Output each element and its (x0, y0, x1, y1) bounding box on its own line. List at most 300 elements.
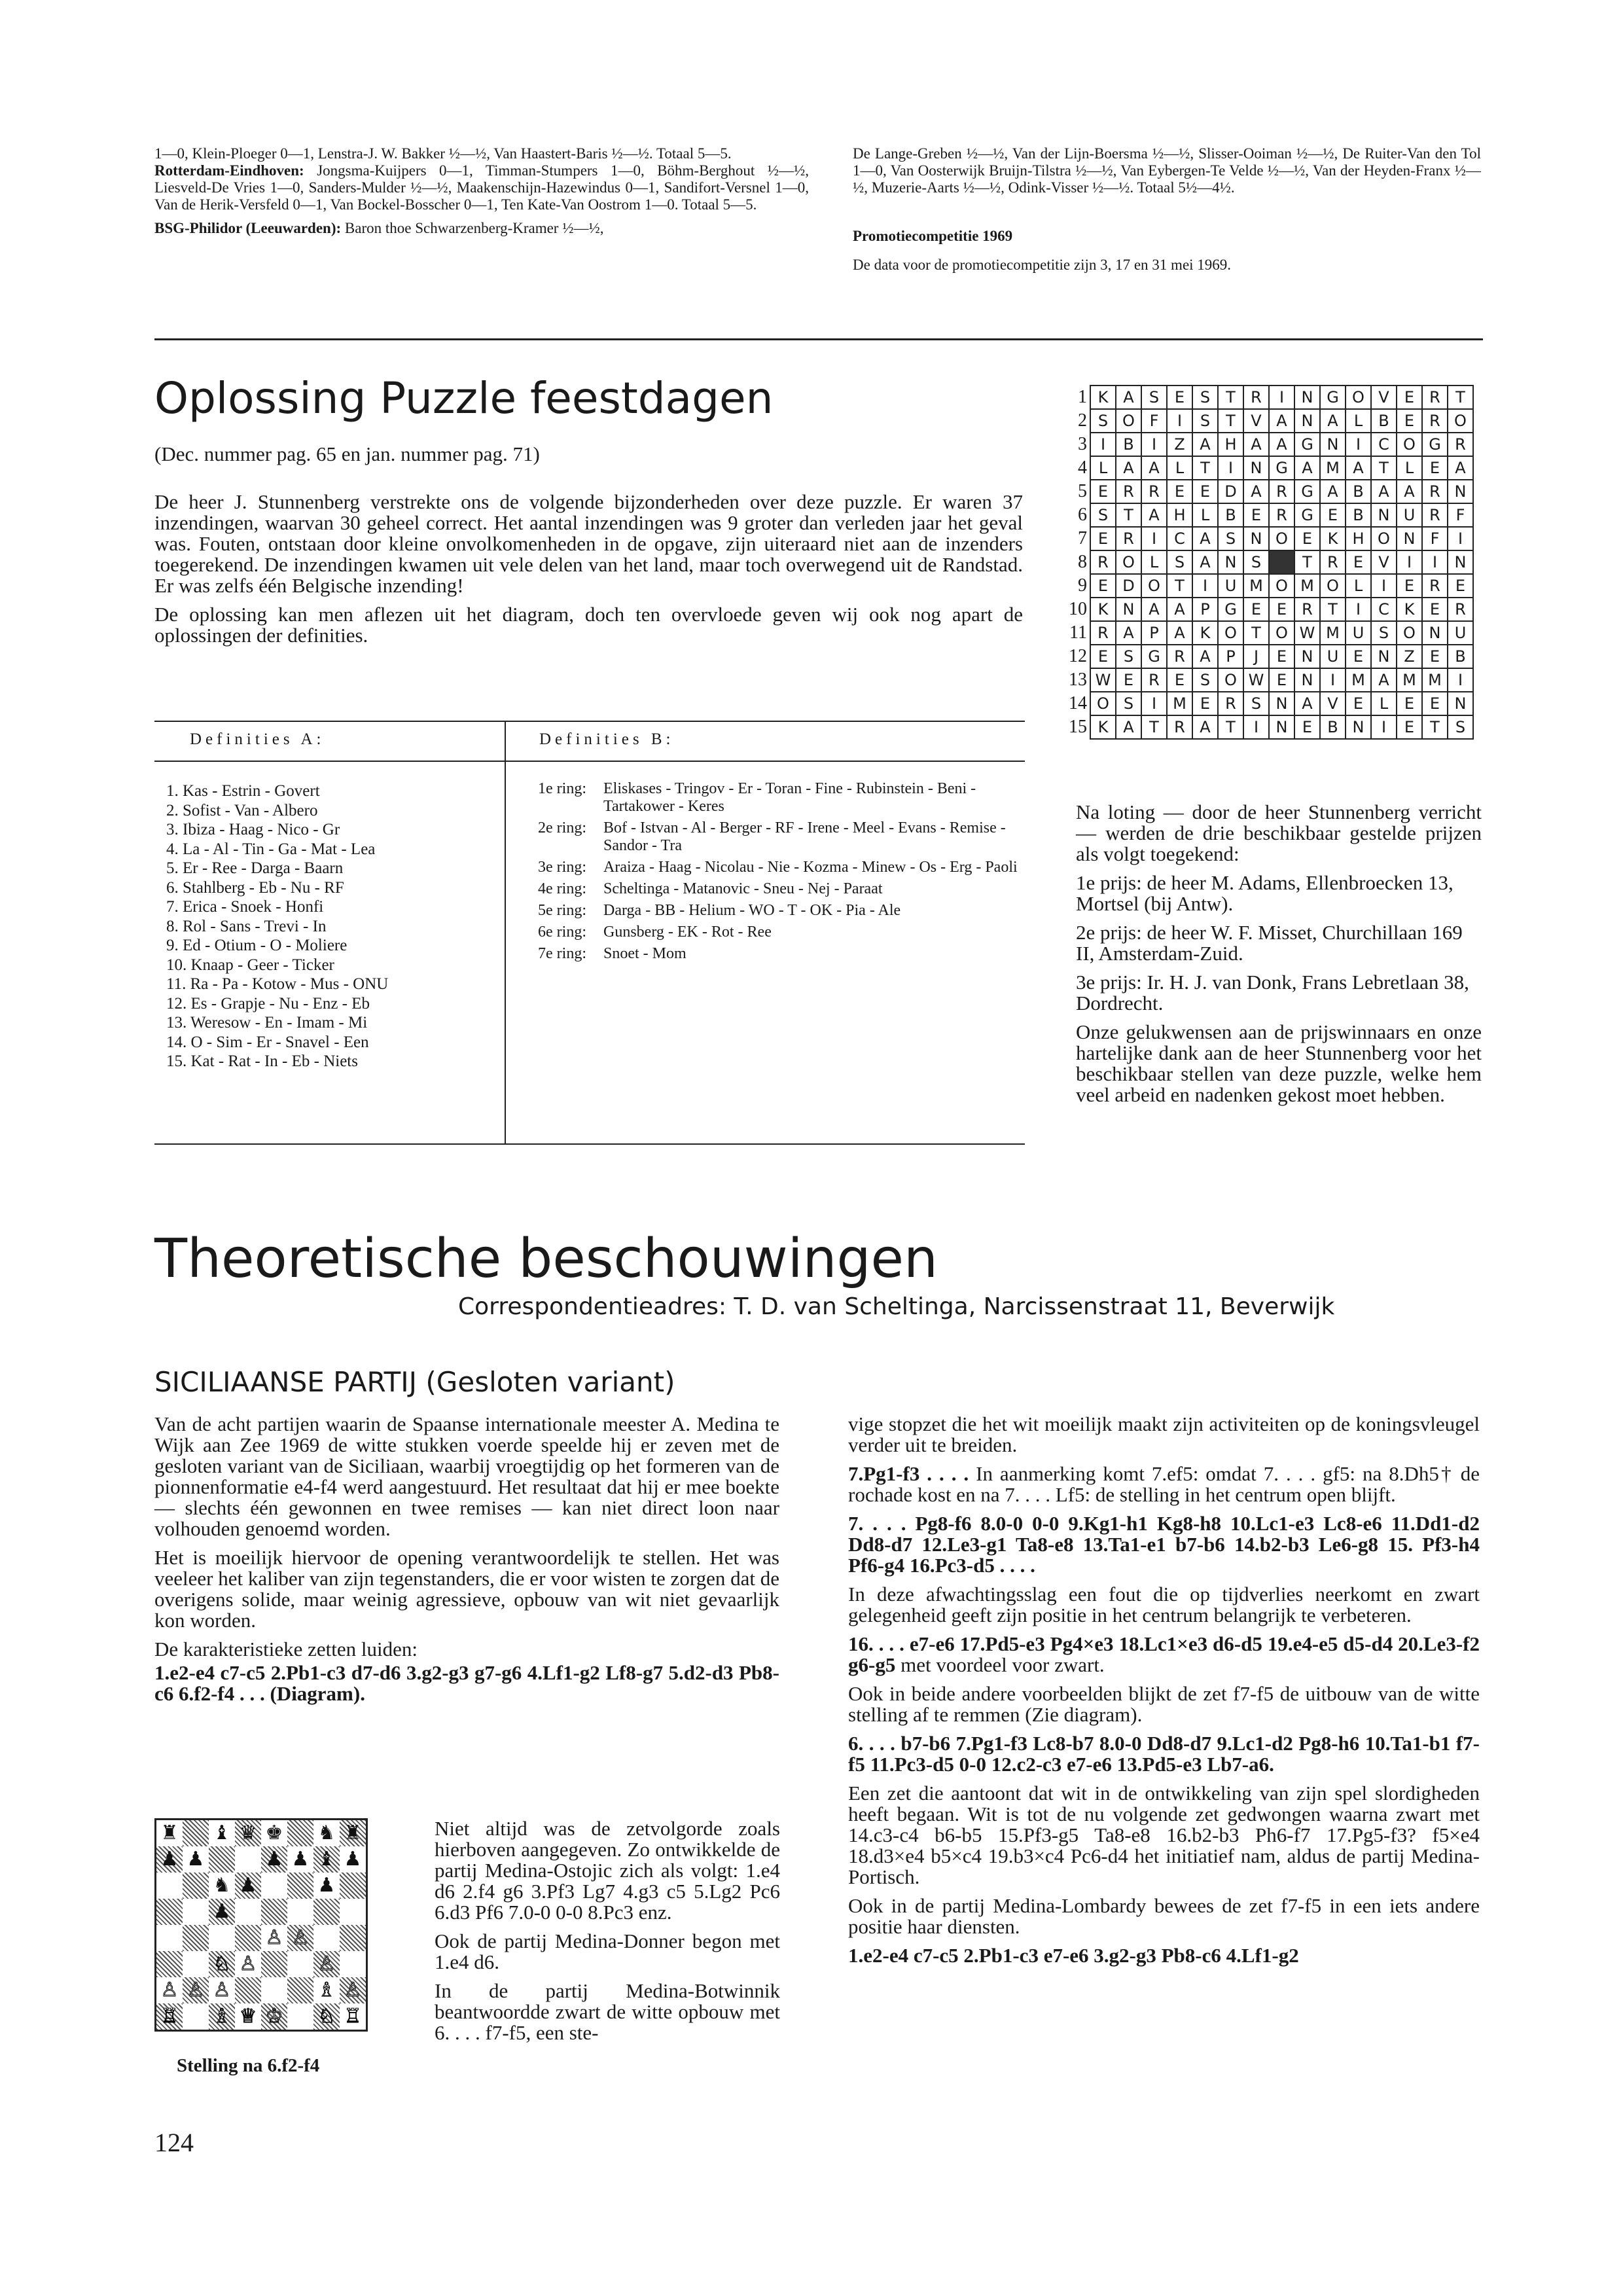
board-square (261, 1899, 287, 1925)
grid-row-number: 10 (1069, 599, 1087, 619)
theory-right-column (848, 1414, 1480, 1974)
grid-letter-cell: O (1090, 692, 1116, 715)
definition-a-item: 15. Kat - Rat - In - Eb - Niets (166, 1052, 358, 1070)
grid-letter-cell: A (1116, 456, 1141, 480)
grid-letter-cell: Z (1167, 433, 1192, 456)
prize-3: 3e prijs: Ir. H. J. van Donk, Frans Lebretlaan 38, Dordrecht. (1076, 971, 1469, 1014)
grid-letter-cell: U (1346, 621, 1371, 645)
grid-letter-cell: I (1269, 386, 1294, 409)
promotion-heading: Promotiecompetitie 1969 (853, 228, 1013, 244)
grid-letter-cell: G (1218, 598, 1243, 621)
grid-letter-cell: E (1422, 598, 1448, 621)
grid-letter-cell: K (1090, 598, 1116, 621)
grid-letter-cell: E (1397, 692, 1422, 715)
grid-letter-cell: C (1371, 433, 1397, 456)
grid-letter-cell: E (1448, 574, 1473, 598)
white-bishop-icon: ♗ (317, 1979, 336, 2001)
board-square (287, 2003, 313, 2030)
definitions-bottom-rule (154, 1143, 1025, 1145)
grid-letter-cell: A (1243, 480, 1269, 503)
white-pawn-icon: ♙ (313, 1951, 340, 1977)
grid-letter-cell: N (1294, 668, 1320, 692)
grid-letter-cell: T (1243, 621, 1269, 645)
grid-letter-cell: E (1090, 527, 1116, 550)
black-knight-icon: ♞ (213, 1874, 231, 1897)
grid-letter-cell: T (1116, 503, 1141, 527)
grid-letter-cell: F (1422, 527, 1448, 550)
grid-letter-cell: I (1371, 574, 1397, 598)
grid-letter-cell: I (1448, 527, 1473, 550)
theory-left-p2: Het is moeilijk hiervoor de opening verantwoordelijk te stellen. Het was veeleer het kaliber van zijn tegenstanders, die er voor wisten te zorgen dat de overigens solide, maar weinig agressieve, opbouw van wit niet gevaarlijk kon worden. (154, 1546, 779, 1632)
grid-letter-cell: M (1422, 668, 1448, 692)
grid-letter-cell: L (1141, 550, 1167, 574)
grid-letter-cell: R (1116, 480, 1141, 503)
grid-row-number: 4 (1078, 457, 1087, 478)
grid-letter-cell: E (1192, 480, 1218, 503)
theory-left-column (154, 1414, 779, 1712)
grid-letter-cell: I (1243, 715, 1269, 739)
grid-letter-cell: E (1269, 598, 1294, 621)
moves-16-comment: met voordeel voor zwart. (895, 1653, 1105, 1676)
grid-letter-cell: A (1116, 386, 1141, 409)
grid-letter-cell: A (1269, 433, 1294, 456)
results-rotterdam-text: Jongsma-Kuijpers 0—1, Timman-Stumpers 1—0, Böhm-Berghout ½—½, Liesveld-De Vries 1—0, Sanders-Mulder ½—½, Maakenschijn-Hazewindus 0—1, Sandifort-Versnel 1—0, Van de Herik-Versfeld 0—1, Van Bockel-Bosscher 0—1, Ten Kate-Van Oostrom 1—0. Totaal 5—5. (154, 162, 809, 213)
grid-letter-cell: O (1397, 621, 1422, 645)
white-bishop-icon: ♗ (209, 2003, 235, 2030)
grid-letter-cell: T (1218, 715, 1243, 739)
grid-letter-cell: E (1397, 574, 1422, 598)
grid-letter-cell: E (1167, 386, 1192, 409)
moves-lombardy: 1.e2-e4 c7-c5 2.Pb1-c3 e7-e6 3.g2-g3 Pb8-c6 4.Lf1-g2 (848, 1944, 1299, 1967)
grid-row-number: 15 (1069, 717, 1087, 737)
results-left-p3 (154, 220, 809, 237)
theory-right-p4 (848, 1634, 1480, 1676)
grid-letter-cell: O (1141, 574, 1167, 598)
definition-a-item: 10. Knaap - Geer - Ticker (166, 956, 334, 974)
ring-label: 4e ring: (538, 880, 586, 897)
definitions-a-list (166, 781, 500, 1071)
grid-letter-cell: M (1346, 668, 1371, 692)
chess-diagram (154, 1818, 368, 2032)
grid-letter-cell: E (1090, 574, 1116, 598)
black-king-icon: ♚ (265, 1821, 283, 1844)
grid-letter-cell: U (1218, 574, 1243, 598)
draw-text: Na loting — door de heer Stunnenberg verricht — werden de drie beschikbaar gestelde prijzen als volgt toegekend: (1076, 800, 1482, 865)
board-square (183, 1820, 209, 1846)
grid-letter-cell: A (1141, 456, 1167, 480)
grid-letter-cell: V (1243, 409, 1269, 433)
grid-letter-cell: E (1397, 715, 1422, 739)
grid-letter-cell: E (1167, 480, 1192, 503)
grid-row (1064, 527, 1473, 550)
grid-letter-cell: E (1346, 550, 1371, 574)
grid-letter-cell: R (1294, 598, 1320, 621)
ring-label: 1e ring: (538, 780, 586, 797)
grid-letter-cell: D (1218, 480, 1243, 503)
ring-row (538, 859, 1022, 876)
white-knight-icon: ♘ (313, 2003, 340, 2030)
grid-block-cell (1269, 550, 1294, 574)
grid-letter-cell: L (1371, 692, 1397, 715)
white-queen-icon: ♕ (239, 2005, 257, 2028)
grid-letter-cell: N (1243, 527, 1269, 550)
board-square (340, 1899, 366, 1925)
grid-row (1064, 574, 1473, 598)
ring-label: 5e ring: (538, 902, 586, 919)
grid-row (1064, 409, 1473, 433)
definition-a-item: 1. Kas - Estrin - Govert (166, 782, 320, 800)
grid-letter-cell: N (1294, 645, 1320, 668)
grid-row (1064, 456, 1473, 480)
grid-letter-cell: E (1346, 645, 1371, 668)
grid-letter-cell: N (1269, 692, 1294, 715)
puzzle-intro-p2: De oplossing kan men aflezen uit het diagram, doch ten overvloede geven wij ook nog apart de oplossingen der definities. (154, 603, 1023, 647)
white-rook-icon: ♖ (344, 2005, 362, 2028)
board-square (287, 1951, 313, 1977)
grid-letter-cell: N (1269, 715, 1294, 739)
theory-left-moves: 1.e2-e4 c7-c5 2.Pb1-c3 d7-d6 3.g2-g3 g7-g6 4.Lf1-g2 Lf8-g7 5.d2-d3 Pb8-c6 6.f2-f4 . . . (Diagram). (154, 1661, 779, 1705)
congratulations-text: Onze gelukwensen aan de prijswinnaars en onze hartelijke dank aan de heer Stunnenberg voor het beschikbaar stellen van deze puzzle, welke hem veel arbeid en nadenken gekost moet hebben. (1076, 1020, 1482, 1106)
grid-letter-cell: E (1422, 692, 1448, 715)
grid-row (1064, 621, 1473, 645)
puzzle-title: Oplossing Puzzle feestdagen (154, 373, 774, 423)
grid-letter-cell: I (1141, 527, 1167, 550)
board-square (183, 1873, 209, 1899)
grid-letter-cell: E (1167, 668, 1192, 692)
grid-letter-cell: S (1090, 409, 1116, 433)
grid-letter-cell: N (1422, 621, 1448, 645)
grid-letter-cell: N (1448, 692, 1473, 715)
grid-letter-cell: N (1320, 433, 1346, 456)
grid-row (1064, 692, 1473, 715)
grid-letter-cell: A (1141, 503, 1167, 527)
grid-letter-cell: F (1448, 503, 1473, 527)
grid-letter-cell: S (1167, 550, 1192, 574)
board-square (313, 1925, 340, 1951)
opening-subtitle: SICILIAANSE PARTIJ (Gesloten variant) (154, 1366, 675, 1398)
grid-letter-cell: A (1397, 480, 1422, 503)
grid-letter-cell: R (1422, 409, 1448, 433)
top-divider (154, 338, 1483, 340)
grid-letter-cell: V (1371, 386, 1397, 409)
grid-letter-cell: W (1243, 668, 1269, 692)
results-rotterdam-head: Rotterdam-Eindhoven: (154, 162, 304, 179)
grid-letter-cell: E (1294, 527, 1320, 550)
grid-letter-cell: T (1192, 456, 1218, 480)
white-knight-icon: ♘ (209, 1951, 235, 1977)
grid-letter-cell: M (1397, 668, 1422, 692)
grid-letter-cell: T (1320, 598, 1346, 621)
grid-letter-cell: B (1448, 645, 1473, 668)
definitions-head-rule (154, 761, 1025, 762)
grid-letter-cell: A (1167, 598, 1192, 621)
grid-row (1064, 386, 1473, 409)
black-queen-icon: ♛ (235, 1820, 261, 1846)
white-pawn-icon: ♙ (160, 1979, 179, 2001)
grid-letter-cell: L (1346, 574, 1371, 598)
grid-letter-cell: P (1141, 621, 1167, 645)
definition-a-item: 12. Es - Grapje - Nu - Enz - Eb (166, 994, 370, 1013)
board-square (340, 1951, 366, 1977)
grid-letter-cell: R (1422, 574, 1448, 598)
definition-a-item: 14. O - Sim - Er - Snavel - Een (166, 1033, 369, 1051)
grid-letter-cell: E (1320, 503, 1346, 527)
white-pawn-icon: ♙ (265, 1926, 283, 1949)
grid-letter-cell: A (1192, 715, 1218, 739)
grid-letter-cell: M (1320, 621, 1346, 645)
black-pawn-icon: ♟ (317, 1874, 336, 1897)
theory-address: Correspondentieadres: T. D. van Scheltinga, Narcissenstraat 11, Beverwijk (458, 1293, 1335, 1320)
ring-words: Scheltinga - Matanovic - Sneu - Nej - Paraat (603, 880, 883, 897)
grid-letter-cell: L (1090, 456, 1116, 480)
board-square (235, 1925, 261, 1951)
board-square (183, 1951, 209, 1977)
grid-letter-cell: E (1269, 645, 1294, 668)
grid-letter-cell: T (1422, 715, 1448, 739)
grid-letter-cell: B (1346, 480, 1371, 503)
grid-letter-cell: L (1192, 503, 1218, 527)
grid-letter-cell: B (1218, 503, 1243, 527)
grid-letter-cell: O (1448, 409, 1473, 433)
grid-row-number: 2 (1078, 410, 1087, 431)
grid-letter-cell: S (1192, 409, 1218, 433)
grid-letter-cell: I (1218, 456, 1243, 480)
ring-label: 2e ring: (538, 819, 586, 836)
grid-letter-cell: N (1294, 386, 1320, 409)
moves-portisch: 6. . . . b7-b6 7.Pg1-f3 Lc8-b7 8.0-0 Dd8-d7 9.Lc1-d2 Pg8-h6 10.Ta1-b1 f7-f5 11.Pc3-d5 0-0 12.c2-c3 e7-e6 13.Pd5-e3 Lb7-a6. (848, 1732, 1480, 1776)
grid-letter-cell: N (1243, 456, 1269, 480)
grid-letter-cell: A (1141, 598, 1167, 621)
grid-letter-cell: R (1090, 550, 1116, 574)
definition-a-item: 8. Rol - Sans - Trevi - In (166, 917, 327, 935)
grid-row (1064, 550, 1473, 574)
black-pawn-icon: ♟ (261, 1846, 287, 1873)
grid-letter-cell: S (1371, 621, 1397, 645)
grid-letter-cell: C (1167, 527, 1192, 550)
grid-letter-cell: R (1167, 715, 1192, 739)
black-pawn-icon: ♟ (235, 1873, 261, 1899)
grid-letter-cell: I (1141, 433, 1167, 456)
grid-letter-cell: W (1294, 621, 1320, 645)
grid-letter-cell: A (1167, 621, 1192, 645)
board-square (287, 1820, 313, 1846)
grid-row-number: 11 (1069, 622, 1087, 643)
ring-row (538, 924, 1022, 941)
definition-a-item: 4. La - Al - Tin - Ga - Mat - Lea (166, 840, 376, 858)
grid-row (1064, 433, 1473, 456)
board-square (183, 1899, 209, 1925)
grid-row-number: 1 (1078, 387, 1087, 407)
grid-letter-cell: Z (1397, 645, 1422, 668)
grid-letter-cell: A (1294, 456, 1320, 480)
definitions-divider (505, 721, 506, 1143)
grid-row-number: 13 (1069, 670, 1087, 690)
definition-a-item: 3. Ibiza - Haag - Nico - Gr (166, 821, 340, 838)
grid-letter-cell: S (1243, 550, 1269, 574)
grid-letter-cell: A (1116, 621, 1141, 645)
definitions-a-heading: Definities A: (190, 730, 325, 748)
grid-letter-cell: K (1192, 621, 1218, 645)
grid-letter-cell: O (1218, 668, 1243, 692)
grid-letter-cell: G (1294, 480, 1320, 503)
grid-row-number: 7 (1078, 528, 1087, 548)
results-right-column (853, 145, 1481, 274)
grid-letter-cell: N (1397, 527, 1422, 550)
grid-letter-cell: I (1167, 409, 1192, 433)
definitions-b-list (538, 780, 1022, 967)
theory-right-p6: Een zet die aantoont dat wit in de ontwikkeling van zijn spel slordigheden heeft begaan. Wit is tot de nu volgende zet gedwongen waarna zwart met 14.c3-c4 b6-b5 15.Pf3-g5 Ta8-e8 16.b2-b3 Ph6-f7 17.Pg5-f3? f5×e4 18.d3×e4 b5×c4 19.b3×c4 Pc6-d4 het initiatief nam, aldus de partij Medina-Portisch. (848, 1782, 1480, 1888)
grid-letter-cell: R (1167, 645, 1192, 668)
grid-letter-cell: H (1346, 527, 1371, 550)
puzzle-intro (154, 492, 1023, 654)
ring-row (538, 945, 1022, 963)
ring-words: Eliskases - Tringov - Er - Toran - Fine - Rubinstein - Beni - Tartakower - Keres (603, 780, 976, 815)
theory-title: Theoretische beschouwingen (154, 1228, 938, 1290)
grid-letter-cell: N (1218, 550, 1243, 574)
grid-letter-cell: G (1294, 503, 1320, 527)
grid-row (1064, 715, 1473, 739)
results-left-column (154, 145, 809, 237)
grid-letter-cell: I (1192, 574, 1218, 598)
grid-letter-cell: N (1448, 550, 1473, 574)
grid-letter-cell: O (1116, 409, 1141, 433)
grid-letter-cell: R (1243, 386, 1269, 409)
board-square (209, 1846, 235, 1873)
grid-letter-cell: I (1397, 550, 1422, 574)
grid-letter-cell: R (1141, 480, 1167, 503)
moves-7: 7.Pg1-f3 . . . . (848, 1462, 969, 1485)
grid-row-number: 5 (1078, 481, 1087, 501)
theory-right-p3: In deze afwachtingsslag een fout die op tijdverlies neerkomt en zwart gelegenheid geeft zijn positie in het centrum belangrijk te verbeteren. (848, 1583, 1480, 1626)
grid-letter-cell: B (1371, 409, 1397, 433)
results-left-p2 (154, 162, 809, 213)
theory-mid-p1: Niet altijd was de zetvolgorde zoals hierboven aangegeven. Zo ontwikkelde de partij Medina-Ostojic zich als volgt: 1.e4 d6 2.f4 g6 3.Pf3 Lg7 4.g3 c5 5.Lg2 Pc6 6.d3 Pf6 7.0-0 0-0 8.Pc3 enz. (435, 1817, 780, 1924)
grid-letter-cell: I (1371, 715, 1397, 739)
puzzle-subtitle: (Dec. nummer pag. 65 en jan. nummer pag. 71) (154, 442, 540, 465)
grid-letter-cell: T (1448, 386, 1473, 409)
grid-letter-cell: H (1167, 503, 1192, 527)
grid-letter-cell: T (1167, 574, 1192, 598)
grid-row-number: 6 (1078, 505, 1087, 525)
grid-row (1064, 645, 1473, 668)
grid-letter-cell: L (1397, 456, 1422, 480)
board-square (261, 1873, 287, 1899)
grid-letter-cell: A (1294, 692, 1320, 715)
grid-letter-cell: K (1090, 715, 1116, 739)
grid-letter-cell: I (1346, 598, 1371, 621)
grid-letter-cell: O (1269, 527, 1294, 550)
theory-middle-column (435, 1818, 780, 2051)
white-pawn-icon: ♙ (287, 1925, 313, 1951)
grid-letter-cell: T (1294, 550, 1320, 574)
grid-letter-cell: A (1192, 645, 1218, 668)
grid-letter-cell: V (1320, 692, 1346, 715)
grid-letter-cell: N (1294, 409, 1320, 433)
grid-letter-cell: F (1141, 409, 1167, 433)
grid-letter-cell: O (1116, 550, 1141, 574)
ring-words: Araiza - Haag - Nicolau - Nie - Kozma - Minew - Os - Erg - Paoli (603, 859, 1018, 876)
white-pawn-icon: ♙ (239, 1952, 257, 1975)
grid-letter-cell: A (1243, 433, 1269, 456)
grid-letter-cell: R (1141, 668, 1167, 692)
results-bsg-head: BSG-Philidor (Leeuwarden): (154, 220, 342, 236)
grid-row (1064, 668, 1473, 692)
grid-letter-cell: S (1218, 527, 1243, 550)
grid-letter-cell: S (1141, 386, 1167, 409)
grid-letter-cell: T (1218, 386, 1243, 409)
definition-a-item: 9. Ed - Otium - O - Moliere (166, 937, 348, 954)
grid-letter-cell: D (1116, 574, 1141, 598)
ring-words: Bof - Istvan - Al - Berger - RF - Irene - Meel - Evans - Remise - Sandor - Tra (603, 819, 1006, 854)
grid-letter-cell: A (1269, 409, 1294, 433)
board-square (156, 1899, 183, 1925)
grid-letter-cell: P (1218, 645, 1243, 668)
grid-letter-cell: E (1269, 668, 1294, 692)
theory-right-p1: vige stopzet die het wit moeilijk maakt zijn activiteiten op de koningsvleugel verder uit te breiden. (848, 1412, 1480, 1456)
grid-letter-cell: V (1371, 550, 1397, 574)
black-pawn-icon: ♟ (187, 1848, 205, 1871)
grid-letter-cell: U (1320, 645, 1346, 668)
grid-letter-cell: H (1218, 433, 1243, 456)
grid-row-number: 8 (1078, 552, 1087, 572)
grid-letter-cell: E (1397, 409, 1422, 433)
grid-letter-cell: R (1116, 527, 1141, 550)
board-square (235, 1899, 261, 1925)
definition-a-item: 13. Weresow - En - Imam - Mi (166, 1014, 368, 1031)
grid-letter-cell: J (1243, 645, 1269, 668)
grid-letter-cell: I (1448, 668, 1473, 692)
grid-letter-cell: M (1294, 574, 1320, 598)
grid-letter-cell: E (1090, 480, 1116, 503)
definitions-b-heading: Definities B: (539, 730, 675, 748)
grid-letter-cell: W (1090, 668, 1116, 692)
grid-letter-cell: A (1346, 456, 1371, 480)
grid-letter-cell: S (1448, 715, 1473, 739)
grid-row (1064, 598, 1473, 621)
grid-letter-cell: E (1243, 503, 1269, 527)
grid-letter-cell: E (1192, 692, 1218, 715)
definition-a-item: 7. Erica - Snoek - Honfi (166, 898, 324, 916)
prize-2: 2e prijs: de heer W. F. Misset, Churchillaan 169 II, Amsterdam-Zuid. (1076, 921, 1463, 965)
grid-letter-cell: G (1141, 645, 1167, 668)
white-rook-icon: ♖ (156, 2003, 183, 2030)
board-square (183, 2003, 209, 2030)
grid-letter-cell: L (1346, 409, 1371, 433)
grid-letter-cell: R (1448, 598, 1473, 621)
grid-letter-cell: K (1320, 527, 1346, 550)
grid-letter-cell: N (1371, 645, 1397, 668)
white-pawn-icon: ♙ (183, 1977, 209, 2003)
grid-letter-cell: O (1269, 574, 1294, 598)
grid-letter-cell: C (1371, 598, 1397, 621)
grid-letter-cell: P (1192, 598, 1218, 621)
grid-letter-cell: M (1243, 574, 1269, 598)
definition-a-item: 5. Er - Ree - Darga - Baarn (166, 859, 344, 877)
grid-letter-cell: R (1422, 480, 1448, 503)
grid-letter-cell: T (1141, 715, 1167, 739)
crossword-solution-grid (1064, 385, 1474, 740)
grid-letter-cell: R (1269, 503, 1294, 527)
ring-row (538, 780, 1022, 816)
grid-letter-cell: A (1371, 480, 1397, 503)
theory-right-p2 (848, 1463, 1480, 1505)
promotion-text: De data voor de promotiecompetitie zijn 3, 17 en 31 mei 1969. (853, 257, 1232, 273)
grid-letter-cell: E (1294, 715, 1320, 739)
grid-letter-cell: R (1269, 480, 1294, 503)
grid-row (1064, 480, 1473, 503)
grid-letter-cell: R (1448, 433, 1473, 456)
grid-letter-cell: A (1320, 409, 1346, 433)
